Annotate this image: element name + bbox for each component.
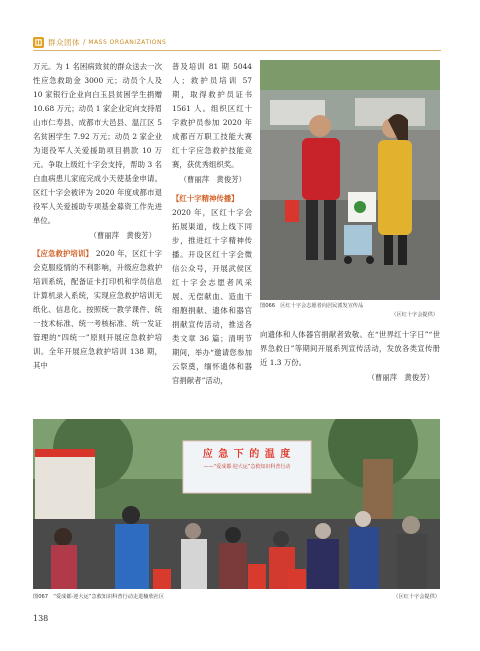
photo-volunteer-street-image <box>260 60 440 300</box>
photo-community-event <box>33 419 440 589</box>
section-divider: / <box>83 38 86 46</box>
banner-title: 应 急 下 的 温 度 <box>202 449 292 460</box>
photo-credit-066: （区红十字会提供） <box>391 312 438 318</box>
section-header <box>33 35 166 49</box>
photo-caption-066 <box>260 302 440 310</box>
banner-subtitle: ——“爱成都·迎大运”急救知识科普行动 <box>203 464 291 470</box>
paragraph-body: 2020 年，区红十字会克服疫情的不利影响，升级应急救护培训系统，配备证卡打印机和学员信息计算机录入系统，实现应急救护培训无纸化、信息化。按照统一教学课件、统一技术标准、统一考核标准、统一发证管理的“四统一”原则开展应急救护培训。全年开展应急救护培训 138 期，其中 <box>33 249 162 370</box>
event-banner <box>183 445 311 470</box>
section-tag: 【红十字精神传播】 <box>172 194 239 203</box>
text-column-2 <box>172 60 252 388</box>
caption-text: 图066 区红十字会志愿者向居民派发宣传品 <box>260 303 364 309</box>
section-title-en: MASS ORGANIZATIONS <box>88 38 167 46</box>
paragraph: 向遗体和人体器官捐献者致敬。在“世界红十字日”“世界急救日”等期间开展系列宣传活动，发放各类宣传册近 1.3 万份。 <box>260 330 440 367</box>
section-title-cn: 群众团体 <box>48 37 80 47</box>
paragraph-emergency-training <box>33 247 162 373</box>
section-tag-line <box>172 192 252 206</box>
author-signature: （曹丽萍 黄俊芳） <box>179 175 246 184</box>
paragraph: 万元。为 1 名困病致贫的群众送去一次性应急救助金 3000 元；动员个人及 10 家银行企业向白玉县贫困学生捐赠 10.68 万元；动员 1 家企业定向支持眉山市仁寿县、成都市大邑县、温江区 5 名贫困学生 7.92 万元；动员 2 家企业为退役军人关爱援助项目捐款 10 万元。争取上级红十字会支持，帮助 3 名白血病患儿家庭完成小天使基金申请。区红十字会被评为 2020 年度成都市退役军人关爱援助专项基金募资工作先进单位。 <box>33 62 162 225</box>
photo-credit-067: （区红十字会提供） <box>393 594 440 600</box>
photo-caption-067: 图067 “爱成都·迎大运”急救知识科普行动走进楠欣社区 <box>33 594 165 600</box>
paragraph: 普及培训 81 期 5044 人；救护员培训 57 期，取得救护员证书 1561 人。组织区红十字救护员参加 2020 年成都百万职工技能大赛红十字应急救护技能竞赛，获优秀组织奖。 <box>172 62 252 169</box>
photo-volunteer-street <box>260 60 440 300</box>
text-column-3 <box>260 328 440 385</box>
page-number: 138 <box>33 614 49 623</box>
section-logo-icon <box>33 37 44 48</box>
paragraph-body: 2020 年，区红十字会拓展渠道，线上线下同步，推进红十字精神传播。开设区红十字会微信公众号，开展武侯区红十字会志愿者风采展、无偿献血、造血干细胞捐献、遗体和器官捐献宣传活动，推送各类文章 36 篇；清明节期间，举办“邀请您参加云祭奠，缅怀遗体和器官捐献者”活动， <box>172 208 252 385</box>
author-signature: （曹丽萍 黄俊芳） <box>89 231 156 240</box>
text-column-1 <box>33 60 162 373</box>
header-rule <box>33 50 441 51</box>
section-tag: 【应急救护培训】 <box>33 249 93 258</box>
author-signature: （曹丽萍 黄俊芳） <box>367 373 434 382</box>
